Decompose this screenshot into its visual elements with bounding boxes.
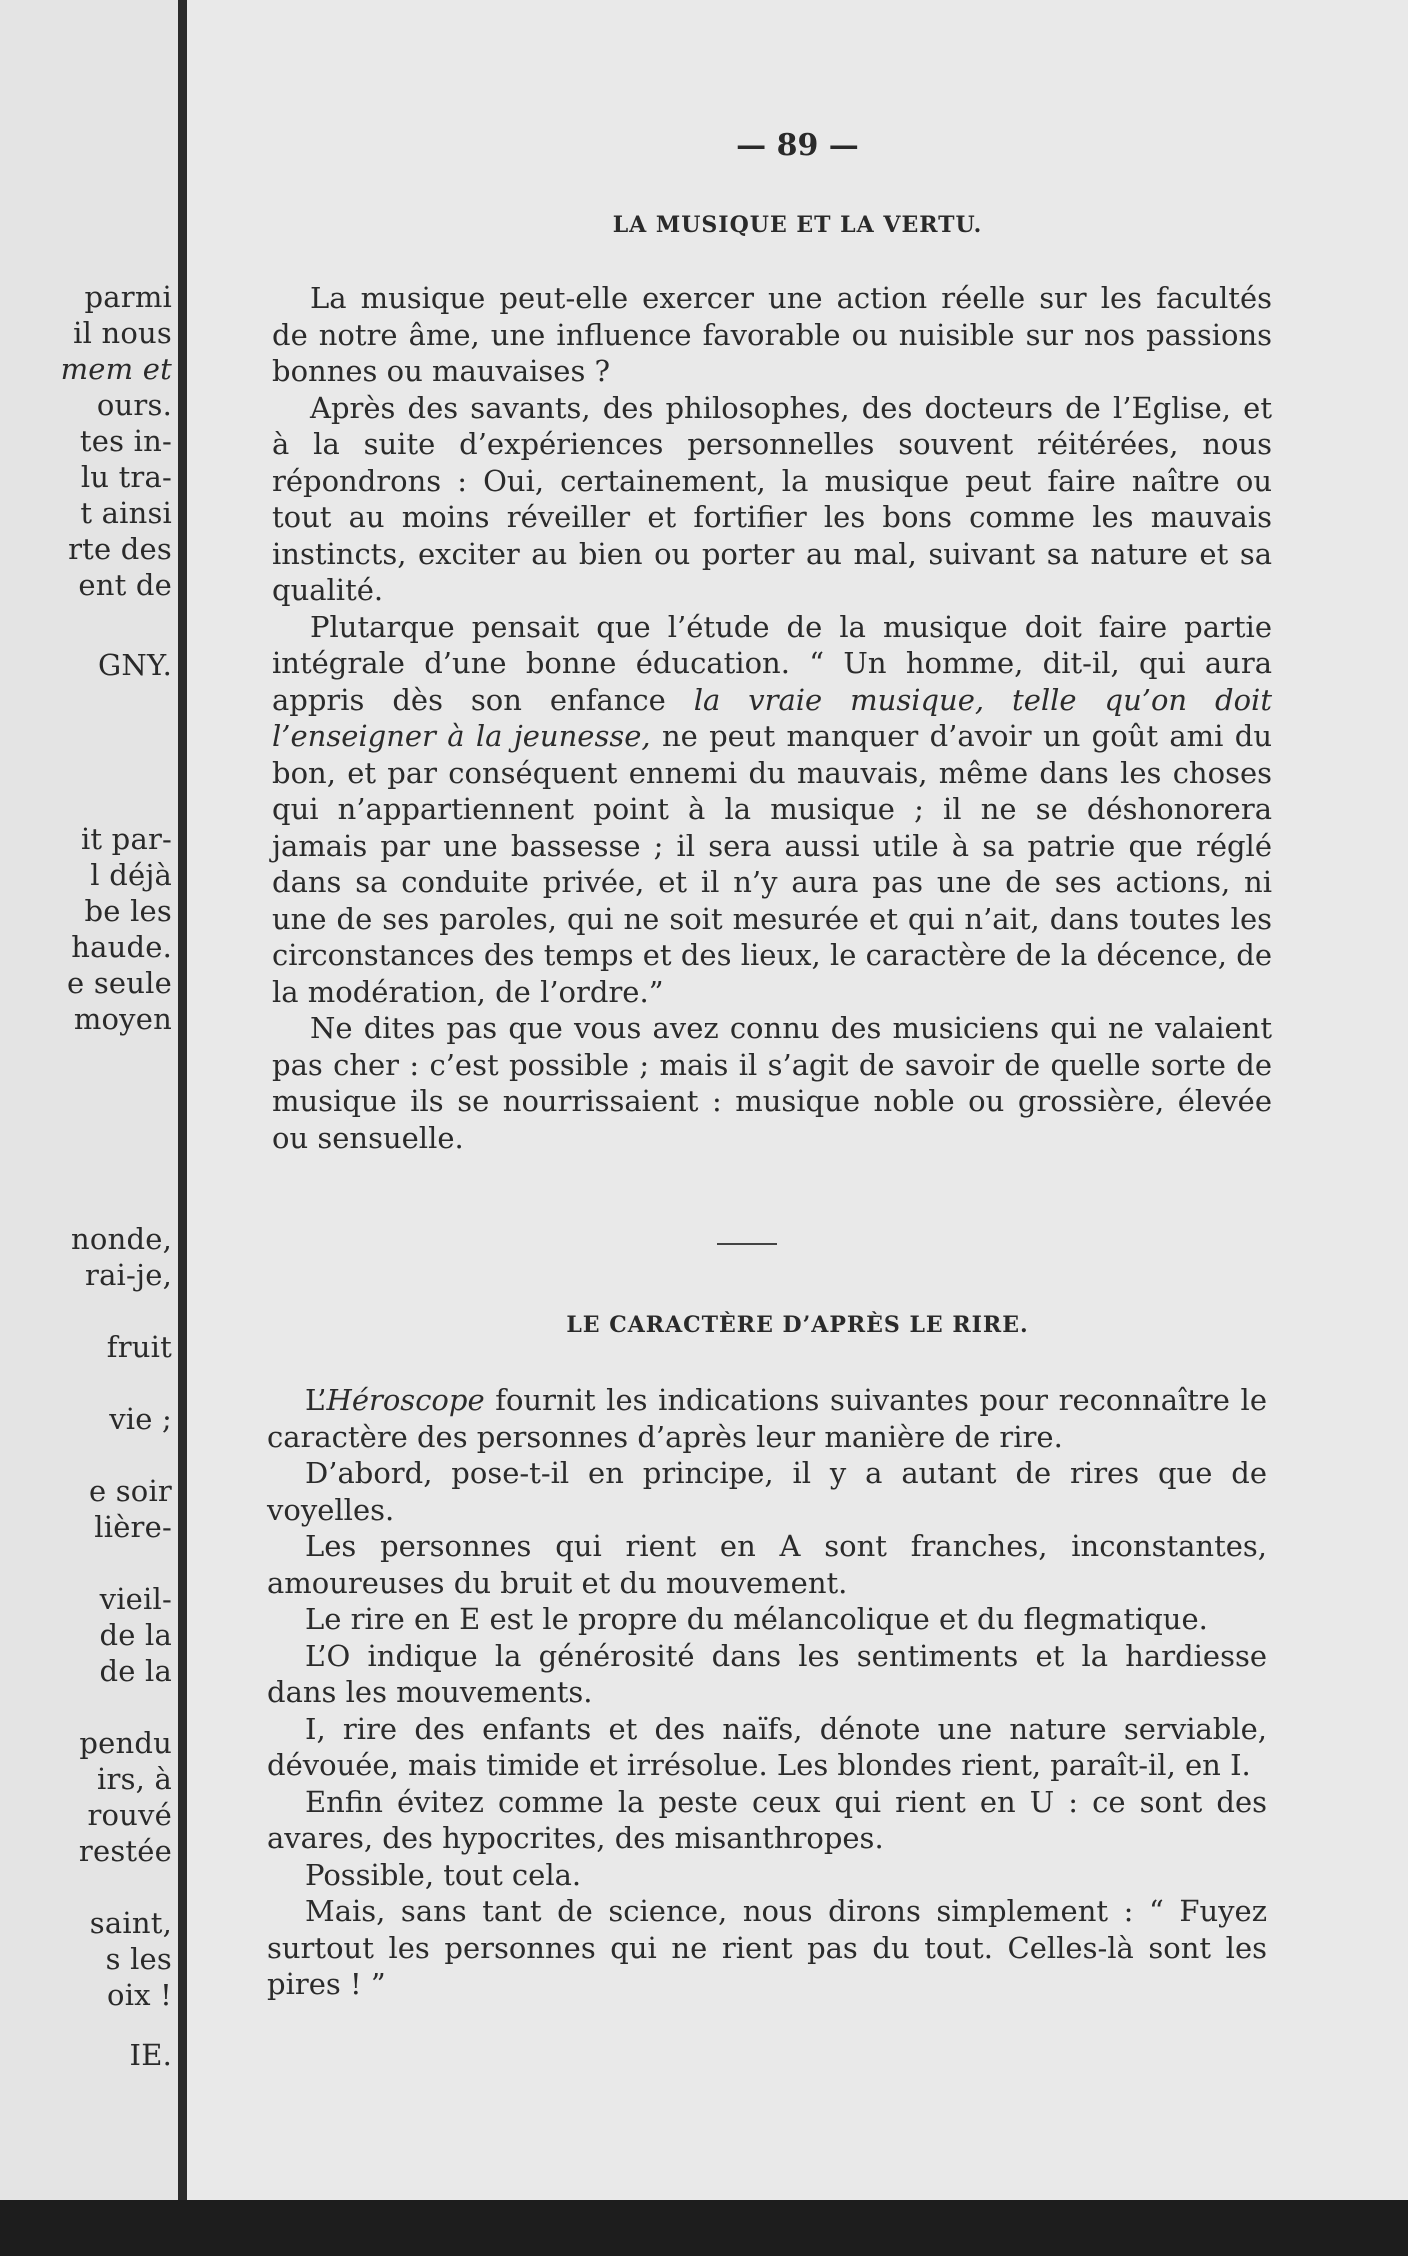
facing-page-fragment: tes in- [79,424,172,458]
facing-page-fragment: mem et [60,352,172,386]
facing-page-fragment: ours. [96,388,172,422]
facing-page-fragment: it par- [80,822,172,856]
section-divider [717,1243,777,1245]
facing-page-fragment: parmi [84,280,172,314]
facing-page-fragment: IE. [129,2038,172,2072]
book-page [187,0,1408,2200]
paragraph: Plutarque pensait que l’étude de la musique doit faire partie intégrale d’une bonne éducation. “ Un homme, dit-il, qui aura appris dès son enfance la vraie musique, telle qu’on doit l’enseigner à la jeunesse, ne peut manquer d’avoir un goût ami du bon, et par conséquent ennemi du mauvais, même dans les choses qui n’appartiennent point à la musique ; il ne se déshonorera jamais par une bassesse ; il sera aussi utile à sa patrie que réglé dans sa conduite privée, et il n’y aura pas une de ses actions, ni une de ses paroles, qui ne soit mesurée et qui n’ait, dans toutes les circonstances des temps et des lieux, le caractère de la décence, de la modération, de l’ordre.” [272,609,1272,1009]
facing-page-fragment: lière- [94,1510,172,1544]
facing-page-fragment: oix ! [107,1978,172,2012]
facing-page-fragment: rai-je, [85,1258,172,1292]
facing-page-fragment: e soir [88,1474,172,1508]
facing-page-fragment: moyen [73,1002,172,1036]
book-gutter [178,0,187,2200]
facing-page-fragment: de la [99,1618,172,1652]
facing-page-fragment: t ainsi [80,496,172,530]
facing-page-fragment: rte des [68,532,172,566]
scan-bottom-edge [0,2200,1408,2256]
paragraph: I, rire des enfants et des naïfs, dénote une nature serviable, dévouée, mais timide et irrésolue. Les blondes rient, paraît-il, en I. [267,1711,1267,1782]
paragraph: D’abord, pose-t-il en principe, il y a autant de rires que de voyelles. [267,1456,1267,1527]
facing-page-fragment: irs, à [97,1762,172,1796]
facing-page-fragment: de la [99,1654,172,1688]
facing-page-fragment: GNY. [98,648,172,682]
facing-page-fragment: pendu [79,1726,172,1760]
facing-page-edge [0,0,178,2200]
facing-page-fragment: il nous [73,316,172,350]
paragraph: Ne dites pas que vous avez connu des musiciens qui ne valaient pas cher : c’est possible ; mais il s’agit de savoir de quelle sorte de musique ils se nourrissaient : musique noble ou grossière, élevée ou sensuelle. [272,1011,1272,1155]
paragraph: L’O indique la générosité dans les sentiments et la hardiesse dans les mouvements. [267,1638,1267,1709]
italic-quote: la vraie musique, telle qu’on doit l’enseigner à la jeunesse, [272,682,1272,753]
facing-page-fragment: nonde, [71,1222,172,1256]
facing-page-fragment: s les [105,1942,172,1976]
paragraph: Mais, sans tant de science, nous dirons simplement : “ Fuyez surtout les personnes qui ne rient pas du tout. Celles-là sont les pires ! ” [267,1894,1267,2001]
paragraph: Les personnes qui rient en A sont franches, inconstantes, amoureuses du bruit et du mouvement. [267,1529,1267,1600]
page-number: — 89 — [736,128,859,163]
facing-page-fragment: e seule [67,966,172,1000]
paragraph: Possible, tout cela. [305,1857,582,1892]
paragraph: L’Héroscope fournit les indications suivantes pour reconnaître le caractère des personnes d’après leur manière de rire. [267,1383,1267,1454]
facing-page-fragment: haude. [71,930,172,964]
facing-page-fragment: fruit [106,1330,172,1364]
section-title-rire: LE CARACTÈRE D’APRÈS LE RIRE. [566,1312,1029,1338]
facing-page-fragment: l déjà [90,858,172,892]
facing-page-fragment: saint, [89,1906,172,1940]
paragraph: Le rire en E est le propre du mélancolique et du flegmatique. [305,1602,1208,1636]
paragraph: Après des savants, des philosophes, des docteurs de l’Eglise, et à la suite d’expériences personnelles souvent réitérées, nous répondrons : Oui, certainement, la musique peut faire naître ou tout au moins réveiller et fortifier les bons comme les mauvais instincts, exciter au bien ou porter au mal, suivant sa nature et sa qualité. [272,390,1272,607]
italic-title: Héroscope [326,1383,485,1417]
facing-page-fragment: be les [84,894,172,928]
facing-page-fragment: vie ; [109,1402,172,1436]
paragraph: Enfin évitez comme la peste ceux qui rient en U : ce sont des avares, des hypocrites, des misanthropes. [267,1784,1267,1855]
facing-page-fragment: vieil- [99,1582,172,1616]
paragraph: La musique peut-elle exercer une action réelle sur les facultés de notre âme, une influence favorable ou nuisible sur nos passions bonnes ou mauvaises ? [272,281,1272,388]
facing-page-fragment: ent de [78,568,172,602]
section-rire-body [267,1382,1267,2003]
facing-page-fragment: lu tra- [80,460,172,494]
facing-page-fragment: restée [78,1834,172,1868]
section-title-musique: LA MUSIQUE ET LA VERTU. [612,212,983,238]
section-musique-body [272,280,1272,1156]
facing-page-fragment: rouvé [87,1798,172,1832]
